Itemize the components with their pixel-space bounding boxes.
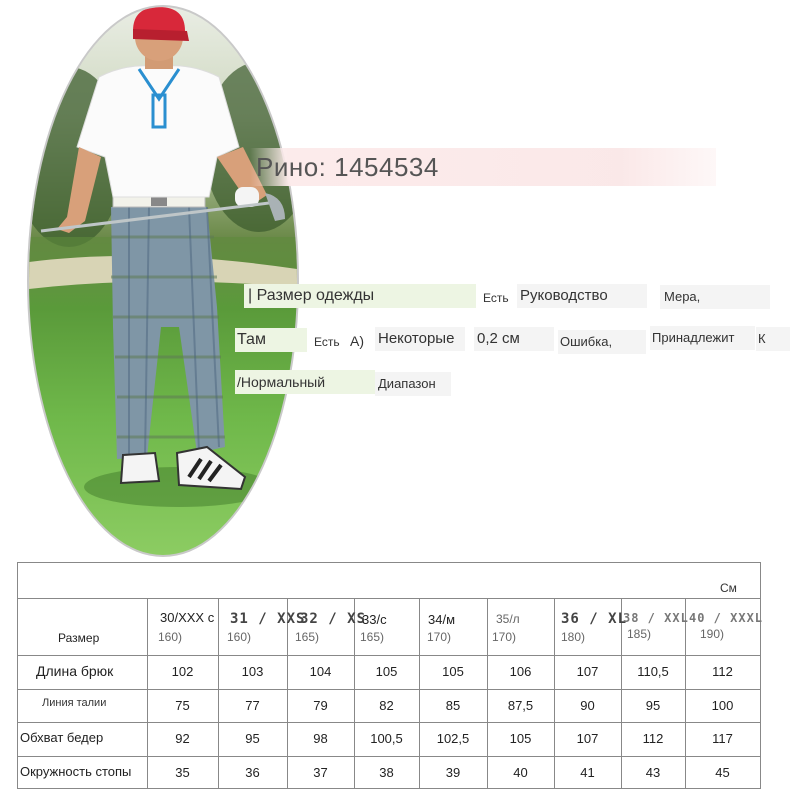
table-cell: 105 bbox=[375, 664, 398, 679]
row-label: Линия талии bbox=[42, 697, 107, 709]
table-cell: 98 bbox=[313, 731, 328, 746]
notice-word: Некоторые bbox=[375, 327, 465, 351]
notice-word: Там bbox=[235, 328, 307, 352]
golfer-illustration bbox=[29, 7, 297, 555]
product-photo bbox=[27, 5, 299, 557]
table-cell: 77 bbox=[245, 698, 260, 713]
table-cell: 117 bbox=[712, 731, 733, 746]
notice-word: Ошибка, bbox=[558, 330, 646, 354]
table-cell: 85 bbox=[445, 698, 461, 713]
unit-label: См bbox=[720, 581, 737, 595]
size-height: 185) bbox=[627, 627, 652, 641]
size-code: 35/л bbox=[496, 612, 520, 626]
size-header-label: Размер bbox=[58, 631, 100, 645]
size-code: 34/м bbox=[428, 612, 456, 627]
table-cell: 79 bbox=[313, 698, 328, 713]
size-height: 180) bbox=[561, 630, 586, 644]
table-cell: 82 bbox=[379, 698, 394, 713]
table-cell: 110,5 bbox=[637, 664, 669, 679]
table-cell: 90 bbox=[580, 698, 595, 713]
size-height: 160) bbox=[227, 630, 252, 644]
table-cell: 105 bbox=[442, 664, 464, 679]
row-label: Окружность стопы bbox=[20, 764, 132, 779]
notice-word: Мера, bbox=[660, 285, 770, 309]
table-cell: 107 bbox=[576, 731, 599, 746]
notice-word: Есть bbox=[483, 291, 509, 305]
table-cell: 75 bbox=[175, 698, 190, 713]
size-height: 170) bbox=[492, 630, 517, 644]
row-label: Обхват бедер bbox=[20, 730, 104, 745]
table-cell: 112 bbox=[642, 731, 664, 746]
notice-word: К bbox=[756, 327, 790, 351]
table-cell: 87,5 bbox=[507, 698, 534, 713]
table-cell: 100,5 bbox=[370, 731, 403, 746]
size-height: 160) bbox=[158, 630, 183, 644]
size-height: 165) bbox=[360, 630, 385, 644]
table-cell: 107 bbox=[576, 664, 599, 679]
table-cell: 35 bbox=[175, 765, 190, 780]
table-cell: 41 bbox=[580, 765, 595, 780]
notice-word: Есть bbox=[314, 335, 340, 349]
size-code: 36 / XL bbox=[561, 611, 628, 627]
notice-word: 0,2 см bbox=[474, 327, 554, 351]
table-cell: 40 bbox=[513, 765, 528, 780]
size-code: 30/XXX с bbox=[160, 610, 215, 625]
table-cell: 102 bbox=[171, 664, 194, 679]
size-height: 165) bbox=[295, 630, 320, 644]
size-code: 31 / XXS bbox=[230, 611, 306, 627]
table-cell: 95 bbox=[645, 698, 661, 713]
table-cell: 43 bbox=[645, 765, 661, 780]
table-cell: 92 bbox=[175, 731, 190, 746]
table-cell: 45 bbox=[715, 765, 730, 780]
notice-heading: | Размер одежды bbox=[244, 284, 476, 308]
table-cell: 106 bbox=[509, 664, 532, 679]
size-height: 190) bbox=[700, 627, 725, 641]
size-height: 170) bbox=[427, 630, 452, 644]
size-code: 32 / XS bbox=[300, 611, 367, 627]
product-article-number: Рино: 1454534 bbox=[250, 148, 716, 186]
table-cell: 100 bbox=[711, 698, 734, 713]
table-cell: 103 bbox=[241, 664, 264, 679]
table-cell: 104 bbox=[309, 664, 332, 679]
table-cell: 36 bbox=[245, 765, 260, 780]
notice-word: Диапазон bbox=[375, 372, 451, 396]
size-code: 38 / XXL bbox=[623, 611, 689, 625]
table-cell: 102,5 bbox=[436, 731, 470, 746]
row-label: Длина брюк bbox=[36, 663, 114, 679]
table-cell: 39 bbox=[445, 765, 461, 780]
table-cell: 105 bbox=[509, 731, 532, 746]
notice-word: Принадлежит bbox=[650, 326, 755, 350]
table-cell: 38 bbox=[379, 765, 394, 780]
table-cell: 37 bbox=[313, 765, 328, 780]
table-cell: 112 bbox=[712, 664, 733, 679]
notice-word: Руководство bbox=[517, 284, 647, 308]
table-cell: 95 bbox=[245, 731, 260, 746]
notice-word: /Нормальный bbox=[235, 370, 375, 394]
size-chart-table bbox=[17, 562, 764, 789]
size-code: 40 / XXXL bbox=[689, 611, 764, 625]
size-code: 33/с bbox=[362, 612, 387, 627]
notice-word: А) bbox=[350, 333, 364, 349]
